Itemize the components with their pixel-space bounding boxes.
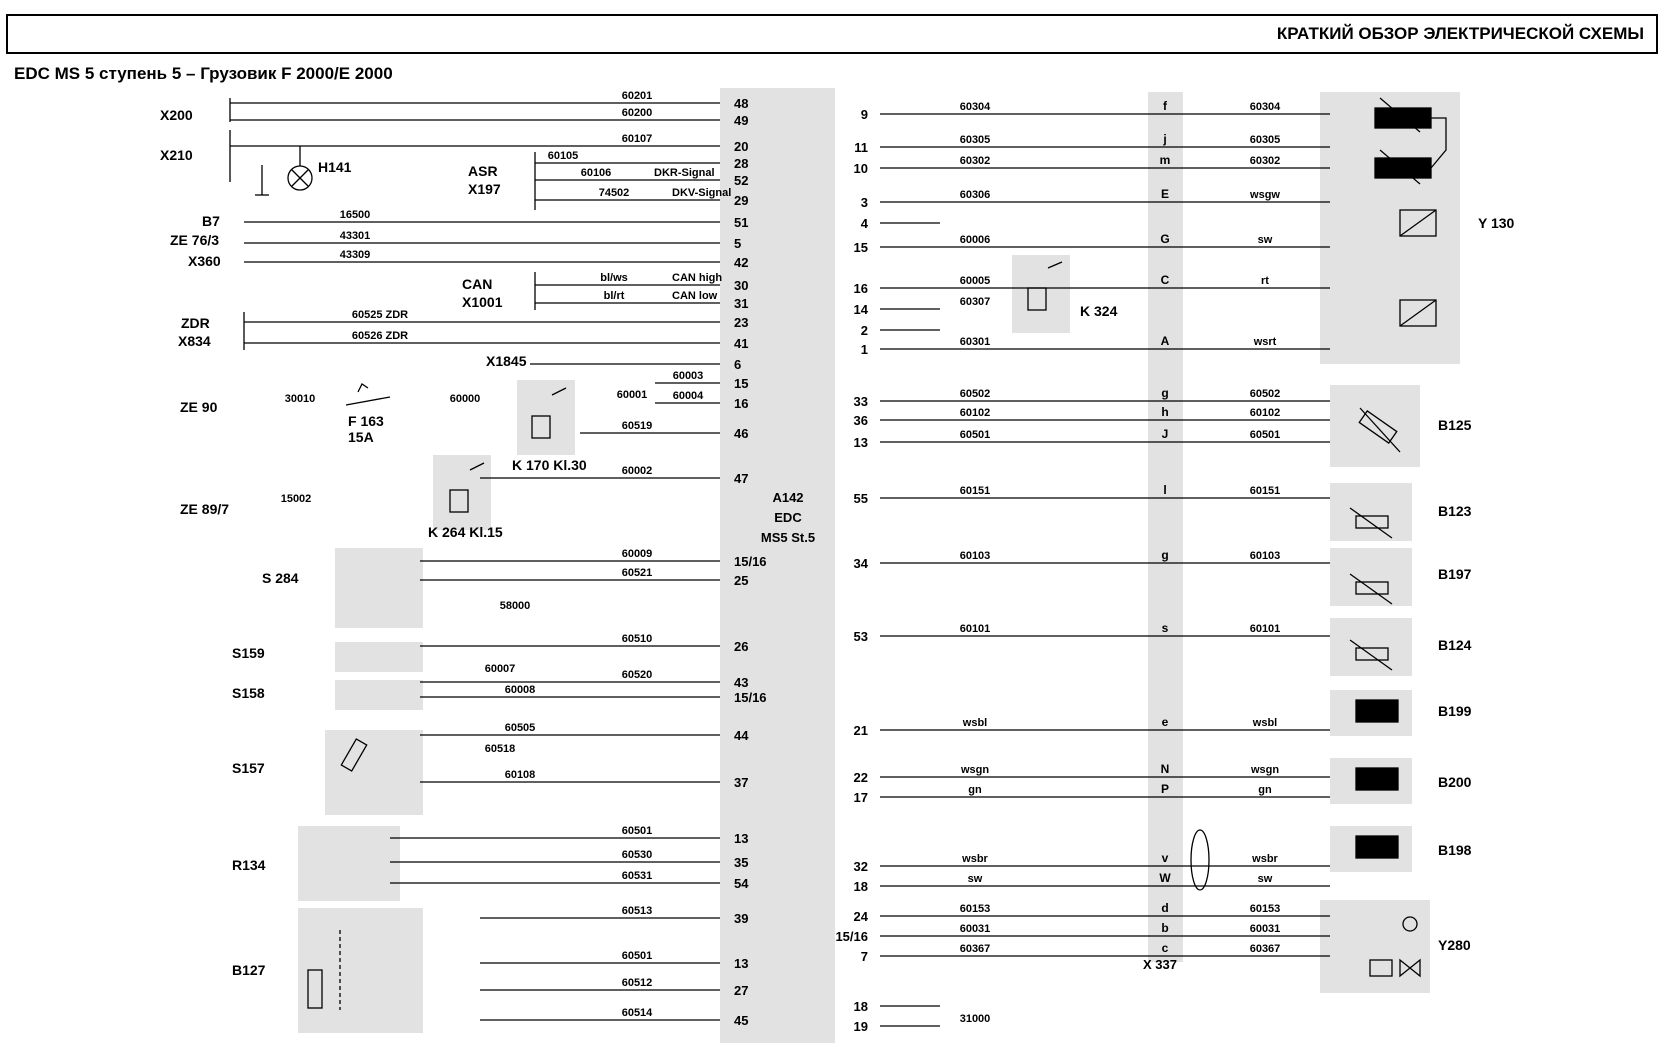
component-wire-right-17: wsgn: [1250, 764, 1280, 776]
connector-pin-right-2: m: [1159, 153, 1171, 167]
wire-number-left-29: 60501: [621, 950, 653, 962]
label-k264: K 264 Kl.15: [428, 524, 503, 540]
y130-coil-2: [1375, 158, 1431, 178]
r134-body: [298, 826, 400, 901]
wire-number-misc-5: 60007: [484, 663, 516, 675]
label-x200: X200: [160, 107, 193, 123]
ecu-pin-left-3: 28: [734, 156, 749, 171]
ecu-pin-right-9: 1: [860, 342, 868, 357]
wire-number-left-31: 60514: [621, 1007, 653, 1019]
label-x1001: X1001: [462, 294, 503, 310]
ecu-pin-left-30: 27: [734, 983, 749, 998]
wire-number-right-17: wsgn: [960, 764, 990, 776]
component-wire-right-19: wsbr: [1252, 853, 1278, 865]
ecu-pin-right-5: 15: [853, 240, 868, 255]
ecu-pin-left-21: 43: [734, 675, 749, 690]
ecu-pin-right-8: 2: [860, 323, 868, 338]
wire-number-right-2: 60302: [959, 155, 991, 167]
component-wire-right-13: 60151: [1249, 485, 1281, 497]
wire-number-left-26: 60530: [621, 849, 653, 861]
label-b123: B123: [1438, 503, 1472, 519]
wire-number-right-22: 60031: [959, 923, 991, 935]
ecu-pin-left-5: 29: [734, 193, 749, 208]
wire-number-left-5: 74502: [598, 187, 630, 199]
ecu-pin-left-0: 48: [734, 96, 749, 111]
label-can: CAN: [462, 276, 493, 292]
label-k324: K 324: [1080, 303, 1118, 319]
ecu-pin-right-17: 22: [853, 770, 868, 785]
ecu-pin-left-13: 6: [734, 357, 742, 372]
label-x1845: X1845: [486, 353, 527, 369]
component-wire-right-15: 60101: [1249, 623, 1281, 635]
ecu-pin-right-22: 15/16: [835, 929, 868, 944]
label-s284: S 284: [262, 570, 299, 586]
signal-name-left-5: DKV-Signal: [672, 187, 732, 199]
connector-pin-right-13: l: [1163, 483, 1167, 497]
wire-number-right-20: sw: [967, 873, 983, 885]
ecu-pin-right-14: 34: [853, 556, 868, 571]
ecu-pin-right-18: 17: [853, 790, 868, 805]
component-wire-right-22: 60031: [1249, 923, 1281, 935]
ecu-pin-left-4: 52: [734, 173, 749, 188]
wire-number-left-1: 60200: [621, 107, 653, 119]
ecu-pin-left-8: 42: [734, 255, 749, 270]
label-b198: B198: [1438, 842, 1472, 858]
label-f163-rating: 15A: [348, 429, 374, 445]
wire-number-left-2: 60107: [621, 133, 653, 145]
b125-body: [1330, 385, 1420, 467]
wire-number-right-0: 60304: [959, 101, 991, 113]
wire-number-right-12: 60501: [959, 429, 991, 441]
connector-pin-right-17: N: [1160, 762, 1170, 776]
connector-pin-right-18: P: [1160, 782, 1170, 796]
ecu-pin-left-12: 41: [734, 336, 749, 351]
wire-number-left-14: 60003: [672, 370, 704, 382]
component-wire-right-18: gn: [1258, 784, 1272, 796]
component-wire-right-2: 60302: [1249, 155, 1281, 167]
connector-pin-right-12: J: [1161, 427, 1169, 441]
wire-number-left-6: 16500: [339, 209, 371, 221]
ecu-pin-right-21: 24: [853, 909, 868, 924]
ecu-pin-left-24: 37: [734, 775, 749, 790]
label-r134: R134: [232, 857, 266, 873]
wire-number-right-13: 60151: [959, 485, 991, 497]
component-wire-right-14: 60103: [1249, 550, 1281, 562]
ecu-pin-left-16: 46: [734, 426, 749, 441]
wire-number-left-7: 43301: [339, 230, 371, 242]
component-wire-right-21: 60153: [1249, 903, 1281, 915]
wire-number-left-4: 60106: [580, 167, 612, 179]
connector-pin-right-0: f: [1163, 99, 1167, 113]
wire-number-left-11: 60525 ZDR: [351, 309, 409, 321]
wire-number-right-21: 60153: [959, 903, 991, 915]
wire-number-left-3: 60105: [547, 150, 579, 162]
ecu-pin-right-23: 7: [860, 949, 868, 964]
k170-body: [517, 380, 575, 455]
ecu-pin-left-11: 23: [734, 315, 749, 330]
component-wire-right-16: wsbl: [1252, 717, 1278, 729]
wire-number-right-23: 60367: [959, 943, 991, 955]
connector-x337-body: [1148, 92, 1183, 962]
label-b197: B197: [1438, 566, 1472, 582]
ecu-pin-left-20: 26: [734, 639, 749, 654]
wire-number-right-25: 31000: [959, 1013, 991, 1025]
connector-pin-right-10: g: [1161, 386, 1169, 400]
signal-name-left-4: DKR-Signal: [654, 167, 715, 179]
ecu-pin-left-9: 30: [734, 278, 749, 293]
connector-pin-right-15: s: [1161, 621, 1169, 635]
wire-number-left-19: 60521: [621, 567, 653, 579]
ecu-pin-right-25: 19: [853, 1019, 868, 1034]
wire-number-right-7: 60307: [959, 296, 991, 308]
ecu-pin-right-1: 11: [854, 140, 868, 155]
wire-number-left-18: 60009: [621, 548, 653, 560]
ecu-pin-left-15: 16: [734, 396, 749, 411]
label-asr: ASR: [468, 163, 498, 179]
wire-number-right-15: 60101: [959, 623, 991, 635]
connector-pin-right-22: b: [1161, 921, 1169, 935]
ecu-pin-right-19: 32: [853, 859, 868, 874]
wire-number-misc-6: 60518: [484, 743, 516, 755]
label-b124: B124: [1438, 637, 1472, 653]
wire-number-right-16: wsbl: [962, 717, 988, 729]
wire-number-left-27: 60531: [621, 870, 653, 882]
ecu-label-edc: EDC: [774, 510, 802, 525]
wire-number-left-25: 60501: [621, 825, 653, 837]
ecu-pin-left-28: 39: [734, 911, 749, 926]
ecu-pin-left-25: 13: [734, 831, 749, 846]
label-x834: X834: [178, 333, 211, 349]
k324-body: [1012, 255, 1070, 333]
ecu-pin-left-17: 47: [734, 471, 749, 486]
label-x360: X360: [188, 253, 221, 269]
label-ze90: ZE 90: [180, 399, 218, 415]
wire-number-left-15: 60004: [672, 390, 704, 402]
connector-pin-right-9: A: [1160, 334, 1170, 348]
wire-number-left-28: 60513: [621, 905, 653, 917]
ecu-pin-left-10: 31: [734, 296, 749, 311]
component-wire-right-6: rt: [1261, 275, 1269, 287]
ecu-pin-right-16: 21: [853, 723, 868, 738]
ecu-pin-left-22: 15/16: [734, 690, 767, 705]
connector-pin-right-5: G: [1160, 232, 1170, 246]
label-ze89: ZE 89/7: [180, 501, 230, 517]
connector-pin-right-19: v: [1161, 851, 1169, 865]
component-wire-right-0: 60304: [1249, 101, 1281, 113]
wire-number-left-21: 60520: [621, 669, 653, 681]
wire-number-left-9: bl/ws: [600, 272, 628, 284]
k264-body: [433, 455, 491, 530]
component-wire-right-12: 60501: [1249, 429, 1281, 441]
wire-number-left-22: 60008: [504, 684, 536, 696]
ecu-pin-left-1: 49: [734, 113, 749, 128]
label-b127: B127: [232, 962, 266, 978]
ecu-pin-right-11: 36: [853, 413, 868, 428]
wire-number-right-3: 60306: [959, 189, 991, 201]
wire-number-misc-2: 60001: [616, 389, 648, 401]
label-y280: Y280: [1438, 937, 1471, 953]
ecu-pin-right-12: 13: [853, 435, 868, 450]
connector-pin-right-11: h: [1161, 405, 1169, 419]
b124-body: [1330, 618, 1412, 676]
component-wire-right-20: sw: [1257, 873, 1273, 885]
label-s159: S159: [232, 645, 265, 661]
connector-pin-right-21: d: [1161, 901, 1169, 915]
wire-number-right-6: 60005: [959, 275, 991, 287]
ecu-pin-left-27: 54: [734, 876, 749, 891]
wire-number-left-23: 60505: [504, 722, 536, 734]
ecu-pin-left-29: 13: [734, 956, 749, 971]
wire-number-left-12: 60526 ZDR: [351, 330, 409, 342]
s158-body: [335, 680, 423, 710]
connector-pin-right-3: E: [1160, 187, 1170, 201]
ecu-pin-right-0: 9: [860, 107, 868, 122]
label-ze76: ZE 76/3: [170, 232, 220, 248]
diagram-subtitle: EDC MS 5 ступень 5 – Грузовик F 2000/E 2000: [14, 64, 393, 83]
ecu-pin-left-19: 25: [734, 573, 749, 588]
wire-number-misc-4: 58000: [499, 600, 531, 612]
wire-number-left-24: 60108: [504, 769, 536, 781]
wire-number-misc-3: 15002: [280, 493, 312, 505]
s157-body: [325, 730, 423, 815]
component-wire-right-9: wsrt: [1253, 336, 1277, 348]
ecu-pin-left-26: 35: [734, 855, 749, 870]
ecu-pin-right-13: 55: [853, 491, 868, 506]
signal-name-left-10: CAN low: [672, 290, 718, 302]
wire-number-right-18: gn: [968, 784, 982, 796]
ecu-pin-left-23: 44: [734, 728, 749, 743]
label-s158: S158: [232, 685, 265, 701]
ecu-pin-left-14: 15: [734, 376, 749, 391]
label-b200: B200: [1438, 774, 1472, 790]
ecu-label-a142: A142: [772, 490, 804, 505]
wire-number-left-20: 60510: [621, 633, 653, 645]
wire-number-left-17: 60002: [621, 465, 653, 477]
label-x197: X197: [468, 181, 501, 197]
s284-body: [335, 548, 423, 628]
connector-pin-right-1: j: [1163, 132, 1167, 146]
ecu-pin-right-7: 14: [853, 302, 868, 317]
connector-pin-right-14: g: [1161, 548, 1169, 562]
b197-body: [1330, 548, 1412, 606]
wire-number-right-11: 60102: [959, 407, 991, 419]
connector-pin-right-16: e: [1161, 715, 1169, 729]
connector-pin-right-23: c: [1161, 941, 1169, 955]
wire-number-right-19: wsbr: [962, 853, 988, 865]
s159-body: [335, 642, 423, 672]
wire-number-left-8: 43309: [339, 249, 371, 261]
ecu-pin-right-6: 16: [853, 281, 868, 296]
ecu-pin-right-10: 33: [853, 394, 868, 409]
component-wire-right-23: 60367: [1249, 943, 1281, 955]
wire-number-misc-1: 60000: [449, 393, 481, 405]
wire-number-right-9: 60301: [959, 336, 991, 348]
wire-number-left-16: 60519: [621, 420, 653, 432]
ecu-pin-right-4: 4: [860, 216, 868, 231]
ecu-pin-left-18: 15/16: [734, 554, 767, 569]
label-s157: S157: [232, 760, 265, 776]
label-x210: X210: [160, 147, 193, 163]
wire-number-right-5: 60006: [959, 234, 991, 246]
ecu-pin-right-15: 53: [853, 629, 868, 644]
label-f163: F 163: [348, 413, 384, 429]
component-wire-right-3: wsgw: [1250, 189, 1280, 201]
wire-number-right-10: 60502: [959, 388, 991, 400]
component-wire-right-1: 60305: [1249, 134, 1281, 146]
label-y130: Y 130: [1478, 215, 1515, 231]
ecu-pin-right-20: 18: [853, 879, 868, 894]
ecu-pin-left-6: 51: [734, 215, 749, 230]
label-zdr: ZDR: [181, 315, 210, 331]
signal-name-left-9: CAN high: [672, 272, 723, 284]
ecu-pin-left-31: 45: [734, 1013, 749, 1028]
b123-body: [1330, 483, 1412, 541]
wire-number-left-0: 60201: [621, 90, 653, 102]
ecu-pin-left-2: 20: [734, 139, 749, 154]
label-k170: K 170 Kl.30: [512, 457, 587, 473]
wire-number-right-1: 60305: [959, 134, 991, 146]
ecu-pin-left-7: 5: [734, 236, 742, 251]
y130-body: [1320, 92, 1460, 364]
wire-number-misc-0: 30010: [284, 393, 316, 405]
label-b199: B199: [1438, 703, 1472, 719]
f163-fuse-switch: [346, 397, 390, 405]
connector-pin-right-6: C: [1160, 273, 1170, 287]
wire-number-left-30: 60512: [621, 977, 653, 989]
label-b125: B125: [1438, 417, 1472, 433]
y280-body: [1320, 900, 1430, 993]
component-wire-right-5: sw: [1257, 234, 1273, 246]
ecu-pin-right-24: 18: [853, 999, 868, 1014]
ecu-pin-right-2: 10: [853, 161, 868, 176]
wire-number-left-10: bl/rt: [603, 290, 625, 302]
label-b7: B7: [202, 213, 220, 229]
wire-number-right-14: 60103: [959, 550, 991, 562]
connector-pin-right-20: W: [1159, 871, 1171, 885]
component-wire-right-10: 60502: [1249, 388, 1281, 400]
component-wire-right-11: 60102: [1249, 407, 1281, 419]
connector-x337-label: X 337: [1143, 957, 1177, 972]
label-h141: H141: [318, 159, 352, 175]
page-title: КРАТКИЙ ОБЗОР ЭЛЕКТРИЧЕСКОЙ СХЕМЫ: [1276, 24, 1644, 43]
ecu-label-model: MS5 St.5: [760, 530, 816, 545]
ecu-pin-right-3: 3: [860, 195, 868, 210]
